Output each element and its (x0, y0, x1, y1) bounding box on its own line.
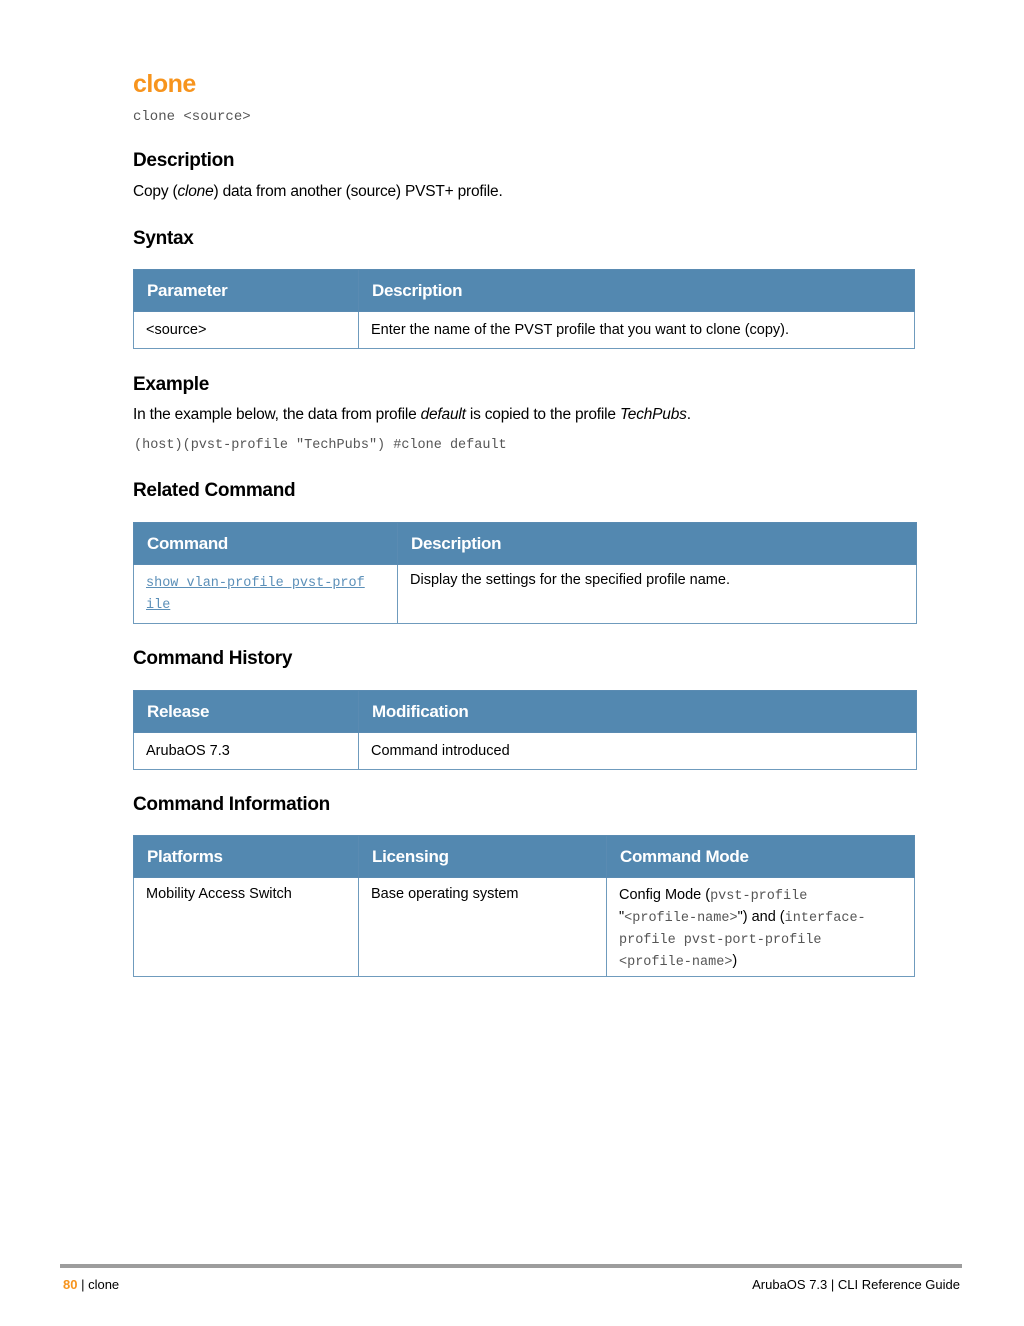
history-release-cell: ArubaOS 7.3 (134, 733, 359, 770)
command-information-table (133, 835, 915, 977)
show-vlan-profile-link[interactable]: show vlan-profile pvst-prof ile (146, 576, 365, 613)
related-description-cell: Display the settings for the specified profile name. (398, 565, 917, 624)
info-platform-cell: Mobility Access Switch (134, 878, 359, 977)
info-command-mode-cell: Config Mode (pvst-profile "<profile-name>") and (interface- profile pvst-port-profile <profile-name>) (607, 878, 915, 977)
example-heading: Example (133, 374, 210, 395)
description-text: Copy (clone) data from another (source) PVST+ profile. (133, 183, 503, 200)
syntax-description-cell: Enter the name of the PVST profile that you want to clone (copy). (359, 312, 915, 349)
related-command-cell (134, 565, 398, 624)
footer-guide-title: ArubaOS 7.3 | CLI Reference Guide (752, 1277, 960, 1292)
command-history-heading: Command History (133, 648, 293, 669)
page-title: clone (133, 70, 196, 98)
related-command-heading: Related Command (133, 480, 296, 501)
command-information-heading: Command Information (133, 794, 330, 815)
syntax-parameter-cell: <source> (134, 312, 359, 349)
footer-left: 80 | clone (63, 1277, 120, 1292)
related-header-description: Description (398, 523, 917, 565)
syntax-heading: Syntax (133, 228, 194, 249)
syntax-header-parameter: Parameter (134, 270, 359, 312)
info-header-command-mode: Command Mode (607, 836, 915, 878)
history-header-modification: Modification (359, 691, 917, 733)
footer-section: clone (88, 1277, 120, 1292)
command-usage: clone <source> (133, 109, 251, 125)
example-code: (host)(pvst-profile "TechPubs") #clone default (134, 438, 507, 453)
command-history-table (133, 690, 917, 770)
page-number: 80 (63, 1277, 78, 1292)
info-header-platforms: Platforms (134, 836, 359, 878)
example-text: In the example below, the data from profile default is copied to the profile TechPubs. (133, 406, 691, 423)
footer-divider (60, 1264, 962, 1268)
related-command-table (133, 522, 917, 624)
related-header-command: Command (134, 523, 398, 565)
description-heading: Description (133, 150, 235, 171)
syntax-header-description: Description (359, 270, 915, 312)
table-row (134, 878, 915, 977)
history-modification-cell: Command introduced (359, 733, 917, 770)
table-row (134, 312, 915, 349)
syntax-table (133, 269, 915, 349)
table-row (134, 565, 917, 624)
info-licensing-cell: Base operating system (359, 878, 607, 977)
history-header-release: Release (134, 691, 359, 733)
info-header-licensing: Licensing (359, 836, 607, 878)
table-row (134, 733, 917, 770)
